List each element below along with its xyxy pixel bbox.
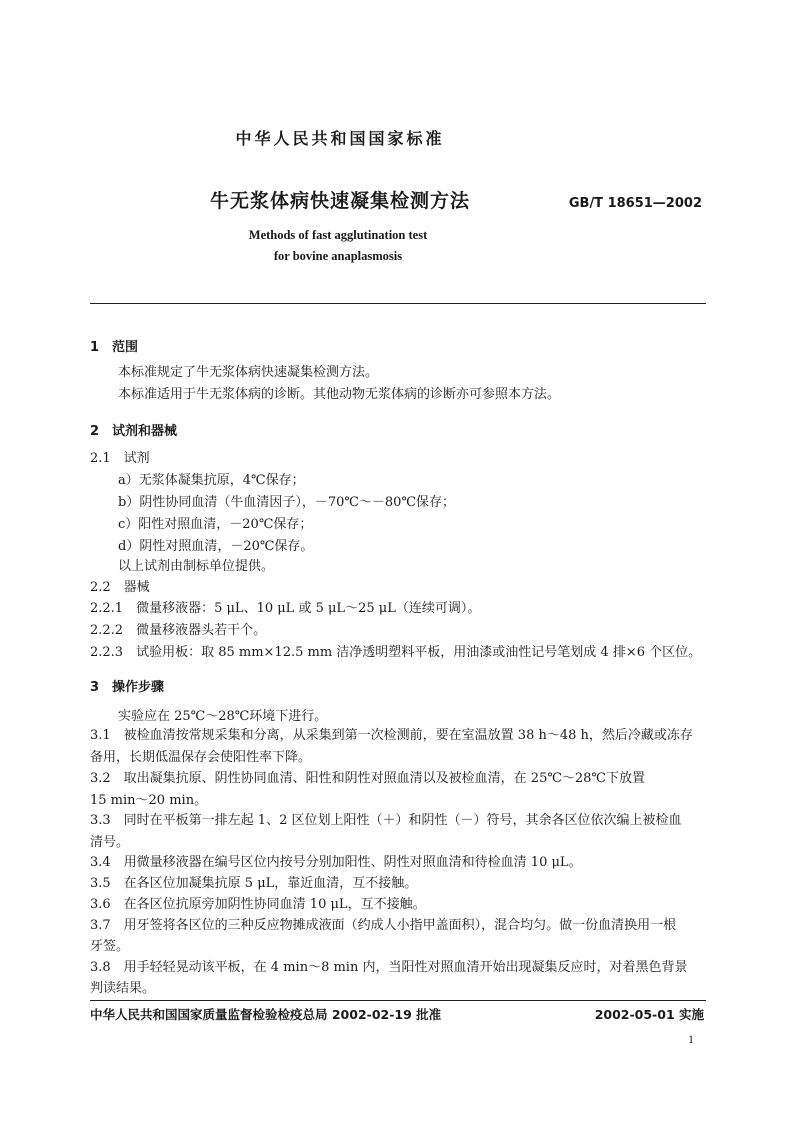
section-2-heading: 2 试剂和器械 [90, 424, 178, 439]
paragraph: 本标准适用于牛无浆体病的诊断。其他动物无浆体病的诊断亦可参照本方法。 [118, 387, 561, 402]
list-item: c）阳性对照血清，－20℃保存； [118, 517, 313, 532]
paragraph: 牙签。 [90, 939, 130, 954]
list-item: b）阴性协同血清（牛血清因子），－70℃～－80℃保存； [118, 495, 455, 510]
paragraph: 3.3 同时在平板第一排左起 1、2 区位划上阳性（＋）和阴性（－）符号，其余各区位依次编上被检血 [90, 813, 682, 828]
paragraph: 2.2.3 试验用板：取 85 mm×12.5 mm 洁净透明塑料平板，用油漆或油性记号笔划成 4 排×6 个区位。 [90, 645, 702, 660]
approval-line: 中华人民共和国国家质量监督检验检疫总局 2002-02-19 批准 [90, 1007, 442, 1022]
paragraph: 3.5 在各区位加凝集抗原 5 μL，靠近血清，互不接触。 [90, 876, 418, 891]
paragraph: 3.1 被检血清按常规采集和分离，从采集到第一次检测前，要在室温放置 38 h～48 h，然后冷藏或冻存 [90, 728, 693, 743]
standard-name: 中华人民共和国国家标准 [235, 129, 445, 148]
paragraph: 2.2.1 微量移液器：5 μL、10 μL 或 5 μL～25 μL（连续可调）。 [90, 601, 481, 616]
paragraph: 本标准规定了牛无浆体病快速凝集检测方法。 [118, 365, 379, 380]
paragraph: 实验应在 25℃～28℃环境下进行。 [118, 709, 328, 724]
english-title-line1: Methods of fast agglutination test [248, 228, 428, 242]
footer-divider [90, 1000, 706, 1001]
paragraph: 判读结果。 [90, 981, 156, 996]
paragraph: 3.6 在各区位抗原旁加阴性协同血清 10 μL，互不接触。 [90, 897, 426, 912]
subsection-heading: 2.1 试剂 [90, 451, 150, 466]
document-title: 牛无浆体病快速凝集检测方法 [209, 190, 470, 212]
paragraph: 3.7 用牙签将各区位的三种反应物摊成液面（约成人小指甲盖面积），混合均匀。做一份血清换用一根 [90, 918, 677, 933]
section-1-heading: 1 范围 [90, 340, 139, 355]
standard-code: GB/T 18651—2002 [568, 196, 702, 211]
english-title-line2: for bovine anaplasmosis [273, 249, 403, 263]
subsection-heading: 2.2 器械 [90, 580, 150, 595]
effective-date: 2002-05-01 实施 [594, 1007, 704, 1022]
page-number: 1 [688, 1032, 694, 1046]
paragraph: 2.2.2 微量移液器头若干个。 [90, 623, 267, 638]
note: 以上试剂由制标单位提供。 [118, 559, 275, 574]
list-item: d）阴性对照血清，－20℃保存。 [118, 539, 314, 554]
paragraph: 3.8 用手轻轻晃动该平板，在 4 min～8 min 内，当阳性对照血清开始出现凝集反应时，对着黑色背景 [90, 960, 688, 975]
paragraph: 清号。 [90, 835, 130, 850]
section-3-heading: 3 操作步骤 [90, 680, 165, 695]
header-divider [90, 303, 706, 304]
paragraph: 备用，长期低温保存会使阳性率下降。 [90, 750, 312, 765]
paragraph: 3.4 用微量移液器在编号区位内按号分别加阳性、阴性对照血清和待检血清 10 μL。 [90, 855, 582, 870]
list-item: a）无浆体凝集抗原，4℃保存； [118, 473, 305, 488]
paragraph: 3.2 取出凝集抗原、阴性协同血清、阳性和阴性对照血清以及被检血清，在 25℃～28℃下放置 [90, 771, 645, 786]
paragraph: 15 min～20 min。 [90, 793, 208, 808]
